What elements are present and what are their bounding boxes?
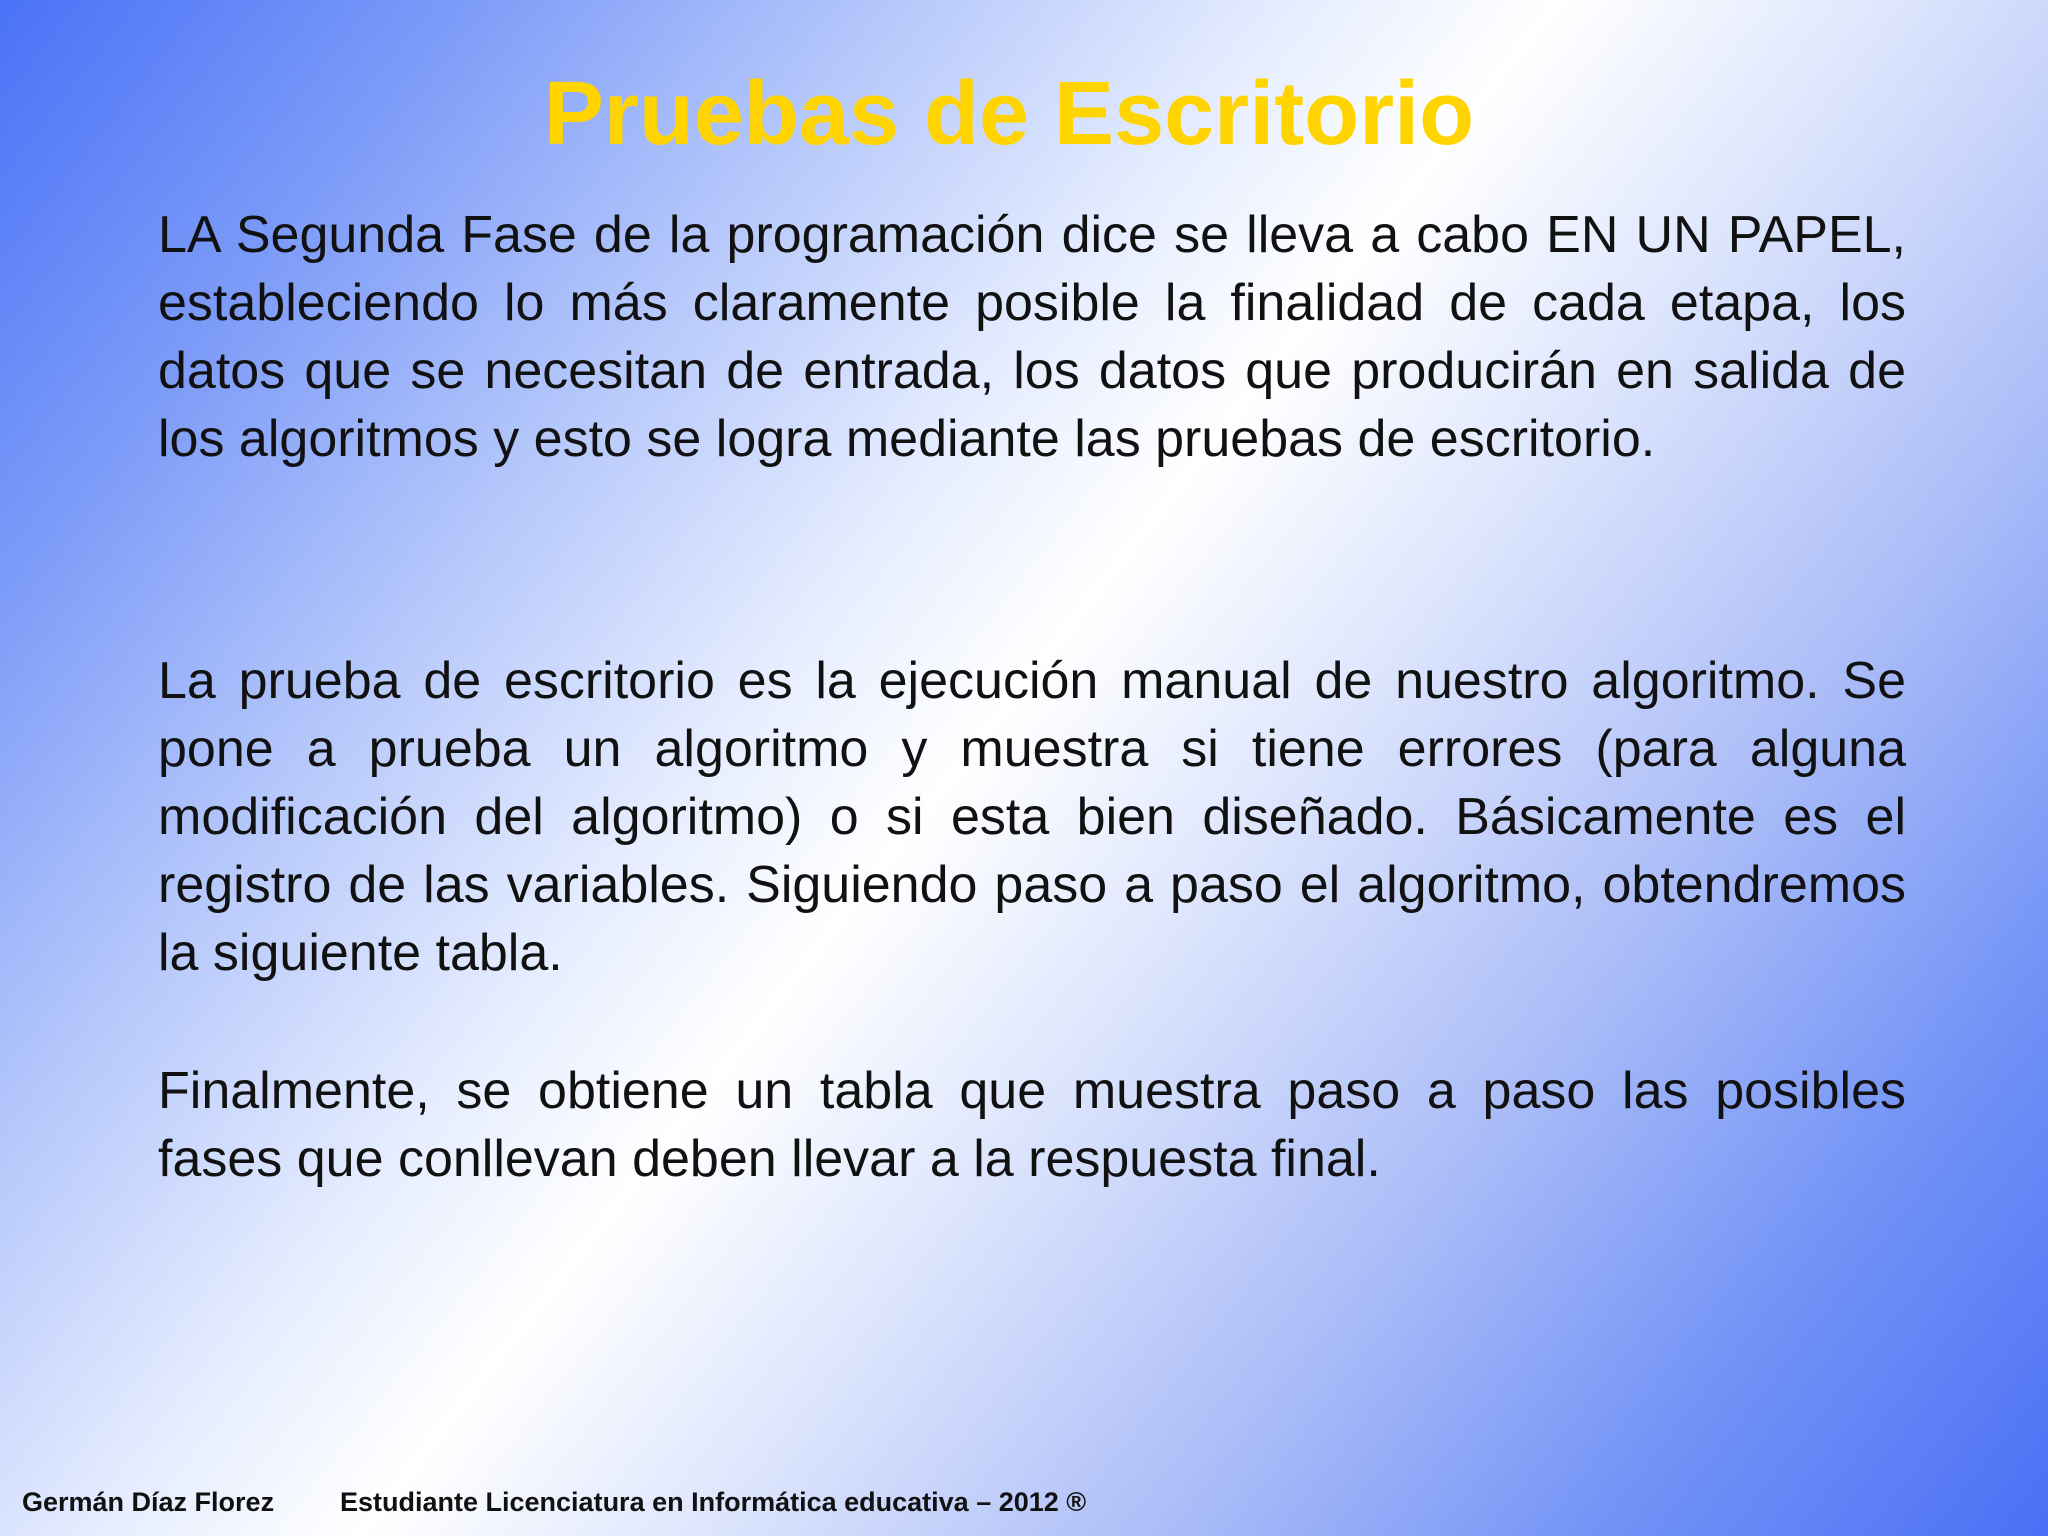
paragraph-finalmente: Finalmente, se obtiene un tabla que muestra paso a paso las posibles fases que conllevan deben llevar a la respuesta final. (158, 1062, 1906, 1188)
paragraph-segunda-fase: LA Segunda Fase de la programación dice se lleva a cabo EN UN PAPEL, estableciendo lo más claramente posible la finalidad de cada etapa, los datos que se necesitan de entrada, los datos que producirán en salida de los algoritmos y esto se logra mediante las pruebas de escritorio. (158, 206, 1906, 468)
footer-author: Germán Díaz Florez (22, 1487, 275, 1517)
slide-title: Pruebas de Escritorio (543, 64, 1475, 164)
footer-note: Estudiante Licenciatura en Informática educativa – 2012 ® (340, 1487, 1087, 1517)
paragraph-prueba-de-escritorio: La prueba de escritorio es la ejecución manual de nuestro algoritmo. Se pone a prueba un algoritmo y muestra si tiene errores (para alguna modificación del algoritmo) o si esta bien diseñado. Básicamente es el registro de las variables. Siguiendo paso a paso el algoritmo, obtendremos la siguiente tabla. (158, 652, 1906, 982)
